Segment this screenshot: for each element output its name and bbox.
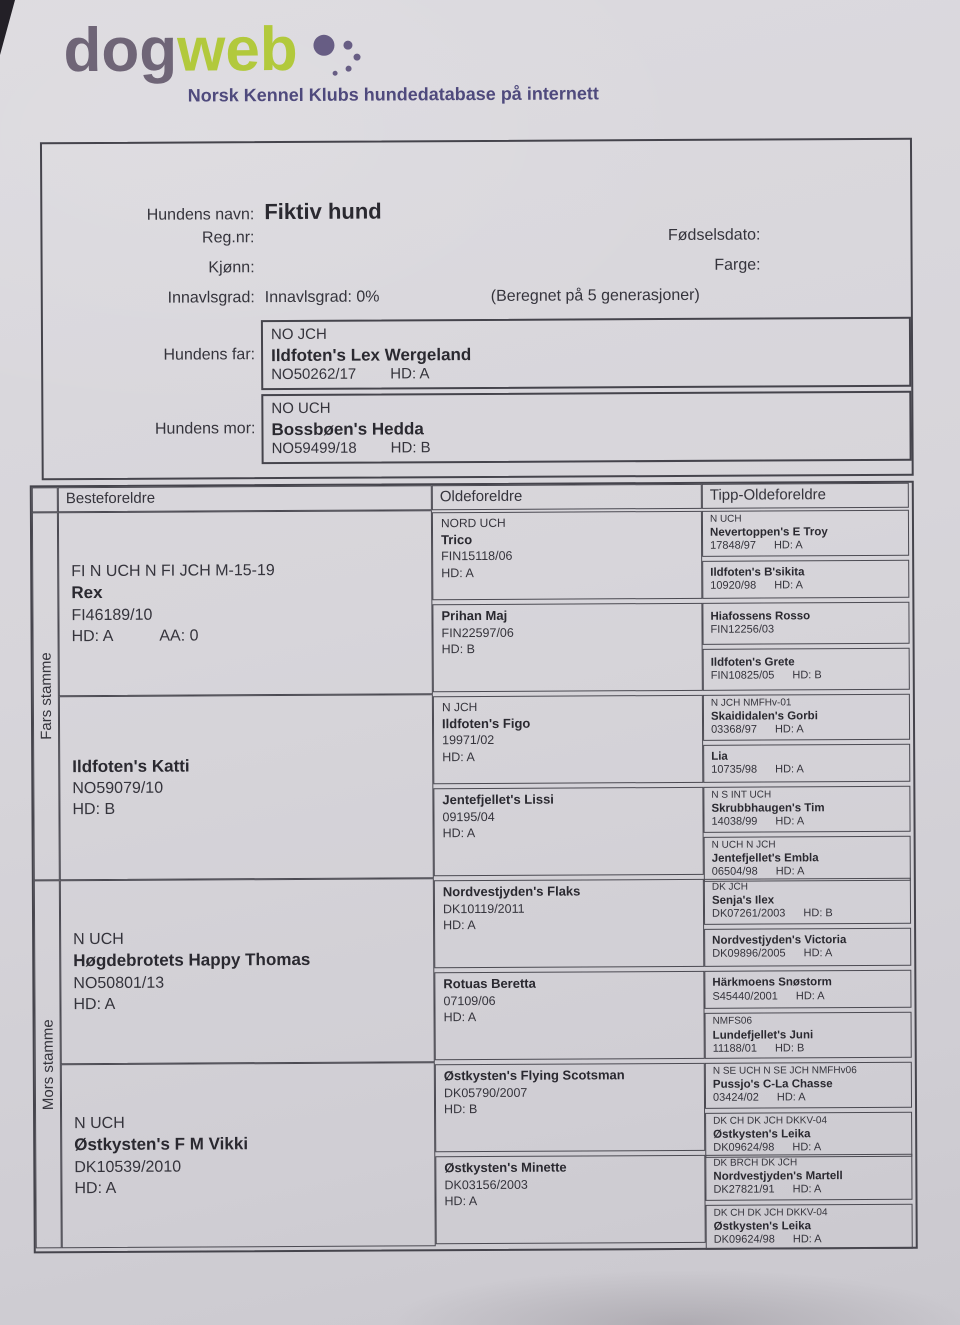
- dog-regnr: FI46189/10: [71, 606, 153, 624]
- dog-regnr: FIN10825/05: [710, 669, 775, 683]
- great-grandparents-header: Oldeforeldre: [432, 484, 702, 510]
- dog-titles: N JCH NMFHv-01: [710, 697, 792, 709]
- logo-web-text: web: [176, 14, 298, 85]
- hd-status: HD: B: [792, 669, 822, 682]
- great-grandparent-cell: [433, 695, 703, 784]
- dog-regnr: NO50801/13: [73, 974, 165, 992]
- dog-regnr: 03368/97: [711, 723, 757, 736]
- dog-name: Østkysten's Minette: [444, 1159, 567, 1176]
- tipp-oldeforeldre-cell: [704, 927, 911, 966]
- dog-regnr: 14038/99: [711, 815, 758, 828]
- dog-name: Trico: [441, 531, 473, 547]
- father-row: [43, 316, 911, 393]
- dog-name-value: Fiktiv hund: [264, 198, 382, 225]
- dog-name: Prihan Maj: [441, 607, 508, 624]
- dog-name: Ildfoten's B'sikita: [710, 566, 805, 579]
- dog-regnr: 19971/02: [442, 733, 495, 748]
- hd-status: HD: B: [803, 907, 833, 920]
- dog-name: Pussjo's C-La Chasse: [712, 1078, 833, 1091]
- dog-titles: DK CH DK JCH DKKV-04: [713, 1206, 828, 1219]
- dog-name: Lia: [711, 750, 728, 763]
- hd-status: HD: A: [803, 947, 833, 960]
- hd-status: HD: A: [443, 1010, 477, 1025]
- dog-regnr: 10920/98: [710, 579, 757, 592]
- dog-regnr: 03424/02: [712, 1091, 759, 1104]
- great-grandparent-cell: [435, 1063, 705, 1152]
- tipp-oldeforeldre-cell: [702, 602, 909, 645]
- dog-name: Rex: [71, 583, 103, 603]
- hd-status: HD: A: [74, 1179, 117, 1197]
- great-great-grandparents-header: Tipp-Oldeforeldre: [702, 483, 909, 509]
- dog-titles: N JCH: [441, 700, 478, 715]
- pedigree-group: [58, 508, 910, 696]
- birthdate-label: Fødselsdato:: [667, 226, 761, 245]
- tipp-oldeforeldre-cell: [703, 648, 910, 691]
- dog-titles: DK JCH: [711, 881, 749, 893]
- tipp-oldeforeldre-cell: [703, 786, 910, 833]
- dog-name: Hiafossens Rosso: [710, 610, 811, 624]
- tipp-oldeforeldre-cell: [705, 1154, 912, 1201]
- dog-regnr: 10735/98: [711, 763, 758, 776]
- dog-titles: N UCH: [709, 513, 742, 525]
- hd-status: HD: A: [775, 815, 805, 828]
- side-label-column: [32, 512, 62, 1248]
- mother-row: [43, 390, 911, 467]
- dog-name: Ildfoten's Grete: [710, 656, 795, 670]
- tipp-oldeforeldre-cell: [703, 694, 910, 741]
- hd-status: HD: A: [775, 763, 804, 776]
- mother-side-label: Mors stamme: [39, 1018, 57, 1110]
- dog-regnr: DK09624/98: [713, 1233, 775, 1246]
- color-label: Farge:: [714, 256, 761, 274]
- inbreeding-label: Innavlsgrad:: [167, 289, 255, 307]
- dog-name: Nordvestjyden's Victoria: [712, 934, 847, 947]
- hd-status: HD: A: [792, 1141, 822, 1154]
- father-side-cell: [32, 512, 60, 880]
- dog-regnr: DK07261/2003: [711, 907, 786, 920]
- hd-status: HD: A: [443, 918, 476, 933]
- hd-status: HD: A: [774, 579, 803, 592]
- dog-titles: FI N UCH N FI JCH M-15-19: [71, 562, 275, 581]
- dog-name: Härkmoens Snøstorm: [712, 976, 832, 990]
- grandparents-header: Besteforeldre: [58, 485, 432, 512]
- dog-name-label: Hundens navn:: [146, 206, 255, 224]
- tipp-oldeforeldre-cell: [703, 743, 910, 782]
- grandparent-cell: [61, 1062, 436, 1248]
- dog-titles: NO JCH: [270, 325, 327, 344]
- tipp-oldeforeldre-cell: [704, 878, 911, 925]
- dog-regnr: 17848/97: [710, 539, 757, 552]
- dog-regnr: DK10539/2010: [74, 1158, 182, 1176]
- hd-status: HD: A: [775, 865, 805, 878]
- hd-status: HD: B: [443, 1102, 478, 1117]
- father-label: Hundens far:: [163, 346, 256, 364]
- hd-status: HD: B: [72, 801, 116, 819]
- hd-status: HD: A: [774, 723, 804, 736]
- dog-regnr: DK27821/91: [713, 1183, 775, 1196]
- tipp-oldeforeldre-cell: [706, 1203, 913, 1250]
- dog-name: Rotuas Beretta: [443, 975, 536, 992]
- aa-status: AA: 0: [159, 627, 199, 645]
- dog-name: Senja's Ilex: [711, 894, 775, 907]
- dog-titles: DK CH DK JCH DKKV-04: [713, 1114, 828, 1127]
- hd-status: HD: A: [444, 1194, 478, 1209]
- dog-regnr: FIN15118/06: [441, 549, 513, 564]
- brand-tagline: Norsk Kennel Klubs hundedatabase på internett: [187, 83, 599, 106]
- tipp-oldeforeldre-cell: [705, 1062, 912, 1109]
- dog-titles: N SE UCH N SE JCH NMFHv06: [712, 1065, 857, 1077]
- dog-regnr: DK09896/2005: [712, 947, 786, 960]
- dog-name: Østkysten's Leika: [713, 1220, 812, 1233]
- dog-name: Høgdebrotets Happy Thomas: [73, 950, 311, 971]
- tipp-oldeforeldre-cell: [702, 510, 909, 557]
- dog-info-box: [40, 138, 914, 481]
- great-grandparent-cell: [432, 511, 702, 600]
- dog-name: Jentefjellet's Lissi: [442, 791, 554, 808]
- inbreeding-note: (Beregnet på 5 generasjoner): [490, 286, 700, 305]
- hd-status: HD: A: [71, 627, 114, 645]
- great-grandparent-cell: [434, 971, 704, 1060]
- dog-name: Lundefjellet's Juni: [712, 1028, 814, 1042]
- hd-status: HD: A: [73, 995, 116, 1013]
- dog-titles: N UCH: [74, 1114, 125, 1133]
- hd-status: HD: B: [390, 439, 431, 457]
- dog-regnr: 07109/06: [443, 993, 496, 1009]
- logo-dog-text: dog: [63, 15, 178, 86]
- tipp-oldeforeldre-cell: [705, 1012, 912, 1059]
- hd-status: HD: A: [442, 749, 475, 764]
- dog-name: Nevertoppen's E Troy: [709, 526, 828, 539]
- inbreeding-value: Innavlsgrad: 0%: [264, 288, 380, 307]
- dog-regnr: DK09624/98: [713, 1141, 775, 1154]
- dog-titles: NMFS06: [712, 1015, 753, 1028]
- dog-regnr: S45440/2001: [712, 989, 778, 1003]
- dog-name: Ildfoten's Lex Wergeland: [271, 344, 472, 365]
- dog-name: Ildfoten's Figo: [441, 715, 531, 731]
- dog-name: Nordvestjyden's Martell: [713, 1170, 843, 1183]
- tipp-oldeforeldre-cell: [702, 559, 909, 598]
- tipp-oldeforeldre-cell: [704, 970, 911, 1009]
- hd-status: HD: A: [792, 1183, 822, 1196]
- great-grandparent-cell: [435, 1155, 705, 1244]
- grandparent-cell: [59, 694, 434, 880]
- dog-name: Østkysten's Leika: [713, 1128, 811, 1141]
- father-box: [261, 317, 911, 390]
- hd-status: HD: A: [773, 539, 803, 552]
- dog-titles: N S INT UCH: [711, 789, 772, 801]
- paw-print-icon: [312, 24, 384, 88]
- dog-regnr: 06504/98: [711, 865, 758, 878]
- grandparent-cell: [58, 510, 433, 696]
- mother-box: [261, 391, 911, 464]
- hd-status: HD: A: [441, 565, 474, 580]
- grandparent-cell: [60, 878, 435, 1064]
- mother-label: Hundens mor:: [154, 420, 256, 438]
- dog-titles: NORD UCH: [440, 515, 506, 531]
- great-grandparent-cell: [434, 879, 704, 968]
- dog-titles: NO UCH: [271, 399, 331, 418]
- dog-regnr: DK10119/2011: [442, 901, 525, 917]
- hd-status: HD: A: [776, 1091, 806, 1104]
- pedigree-group: [61, 1060, 913, 1248]
- hd-status: HD: B: [441, 642, 476, 657]
- pedigree-table: [30, 481, 918, 1254]
- dog-regnr: NO50262/17: [271, 365, 357, 384]
- hd-status: HD: A: [792, 1233, 822, 1246]
- sex-label: Kjønn:: [208, 259, 255, 277]
- pedigree-group: [60, 876, 912, 1064]
- hd-status: HD: A: [390, 365, 430, 383]
- dogweb-logo: [63, 14, 298, 86]
- dog-titles: DK BRCH DK JCH: [713, 1157, 798, 1169]
- dog-regnr: 09195/04: [442, 809, 495, 825]
- father-side-label: Fars stamme: [37, 652, 55, 741]
- dog-regnr: NO59079/10: [72, 779, 164, 798]
- dog-name: Jentefjellet's Embla: [711, 852, 819, 865]
- dog-titles: N UCH N JCH: [711, 839, 776, 851]
- hd-status: HD: A: [442, 826, 476, 841]
- dog-titles: N UCH: [73, 930, 124, 949]
- great-grandparent-cell: [432, 603, 702, 692]
- dog-regnr: NO59499/18: [271, 439, 357, 458]
- dog-name: Østkysten's Flying Scotsman: [443, 1067, 625, 1084]
- hd-status: HD: B: [774, 1041, 805, 1055]
- dogweb-brand: [63, 14, 599, 107]
- dog-regnr: FIN22597/06: [441, 625, 514, 641]
- dog-regnr: 11188/01: [712, 1042, 757, 1055]
- dog-regnr: DK05790/2007: [443, 1085, 528, 1101]
- mother-side-cell: [34, 880, 62, 1248]
- dog-name: Bossbøen's Hedda: [271, 419, 424, 439]
- regnr-label: Reg.nr:: [201, 229, 255, 247]
- dog-name: Nordvestjyden's Flaks: [442, 883, 581, 900]
- pedigree-group: [59, 692, 911, 880]
- hd-status: HD: A: [795, 989, 825, 1002]
- dog-name: Skaididalen's Gorbi: [710, 710, 818, 723]
- dog-name: Skrubbhaugen's Tim: [711, 802, 825, 815]
- dog-name: Østkysten's F M Vikki: [74, 1134, 249, 1155]
- dog-regnr: DK03156/2003: [444, 1177, 528, 1193]
- corner-cell: [32, 487, 58, 512]
- great-grandparent-cell: [433, 787, 703, 876]
- dog-regnr: FIN12256/03: [710, 623, 775, 637]
- dog-name: Ildfoten's Katti: [72, 756, 190, 776]
